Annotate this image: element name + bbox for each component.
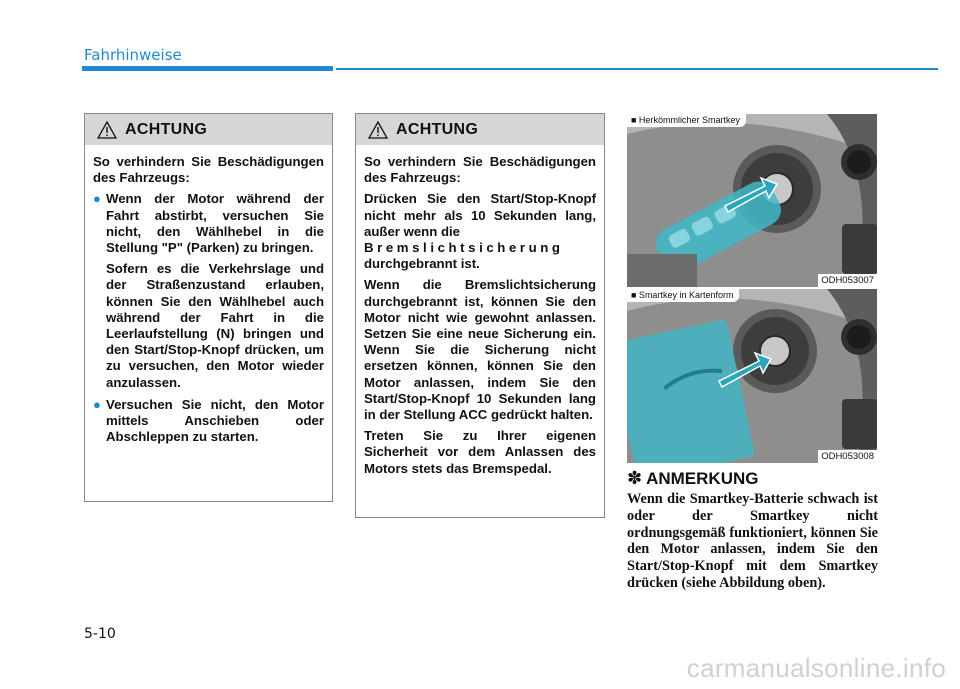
caution-heading: ACHTUNG bbox=[396, 120, 479, 138]
figure-caption-tag: ■ Herkömmlicher Smartkey bbox=[627, 114, 746, 127]
note-star-icon: ✽ bbox=[627, 468, 643, 488]
caution-paragraph bbox=[364, 191, 596, 272]
paragraph-text: durchgebrannt ist. bbox=[364, 256, 480, 272]
bullet-subtext: Sofern es die Verkehrslage und der Straßenzustand erlauben, können Sie den Wählhebel auch während der Fahrt in die Leerlaufstellung (N) bringen und den Start/Stop-Knopf drücken, um zu versuchen, den Motor wieder anzulassen. bbox=[106, 261, 324, 390]
figure-code: ODH053008 bbox=[818, 450, 877, 463]
caution-box-middle bbox=[355, 113, 605, 518]
caution-paragraph: Treten Sie zu Ihrer eigenen Sicherheit vor dem Anlassen des Motors stets das Bremspedal. bbox=[364, 428, 596, 476]
section-title: Fahrhinweise bbox=[84, 46, 182, 64]
smartkey-illustration bbox=[627, 114, 877, 287]
header-accent-bar bbox=[82, 66, 333, 71]
caution-bullet bbox=[93, 397, 324, 446]
figure-code: ODH053007 bbox=[818, 274, 877, 287]
caution-header bbox=[85, 114, 332, 145]
watermark: carmanualsonline.info bbox=[686, 653, 946, 683]
figure-card-smartkey bbox=[627, 289, 877, 463]
caution-intro: So verhindern Sie Beschädigungen des Fahrzeugs: bbox=[364, 154, 596, 186]
caution-intro: So verhindern Sie Beschädigungen des Fahrzeugs: bbox=[93, 154, 324, 186]
figure-conventional-smartkey bbox=[627, 114, 877, 287]
paragraph-text: Drücken Sie den Start/Stop-Knopf nicht mehr als 10 Sekunden lang, außer wenn die bbox=[364, 191, 596, 239]
bullet-dot-icon: ● bbox=[93, 396, 101, 412]
warning-triangle-icon bbox=[368, 121, 388, 139]
bullet-text: Versuchen Sie nicht, den Motor mittels Anschieben oder Abschleppen zu starten. bbox=[106, 396, 324, 445]
page-number: 5-10 bbox=[84, 626, 116, 642]
caution-paragraph: Wenn die Bremslichtsicherung durchgebrannt ist, können Sie den Motor nicht wie gewohnt anlassen. Setzen Sie eine neue Sicherung ein. Wenn Sie die Sicherung nicht ersetzen können, können Sie den Motor anlassen, indem Sie den Start/Stop-Knopf 10 Sekunden lang in der Stellung ACC gedrückt halten. bbox=[364, 277, 596, 423]
note-heading bbox=[627, 468, 758, 489]
note-body: Wenn die Smartkey-Batterie schwach ist oder der Smartkey nicht ordnungsgemäß funktioniert, können Sie den Motor anlassen, indem Sie den Start/Stop-Knopf mit dem Smartkey drücken (siehe Abbildung oben). bbox=[627, 491, 878, 591]
header-rule bbox=[336, 68, 938, 70]
figure-caption-tag: ■ Smartkey in Kartenform bbox=[627, 289, 739, 302]
caution-body bbox=[356, 145, 604, 477]
spaced-word: Bremslichtsicherung bbox=[364, 240, 564, 256]
caution-header bbox=[356, 114, 604, 145]
bullet-dot-icon: ● bbox=[93, 191, 101, 207]
card-key-illustration bbox=[627, 289, 877, 463]
caution-bullet bbox=[93, 191, 324, 390]
note-heading-text: ANMERKUNG bbox=[646, 468, 759, 488]
caution-heading: ACHTUNG bbox=[125, 120, 208, 138]
caution-body bbox=[85, 145, 332, 445]
caution-box-left bbox=[84, 113, 333, 502]
warning-triangle-icon bbox=[97, 121, 117, 139]
bullet-text: Wenn der Motor während der Fahrt abstirbt, versuchen Sie nicht, den Wählhebel in die Stellung "P" (Parken) zu bringen. bbox=[106, 191, 324, 256]
